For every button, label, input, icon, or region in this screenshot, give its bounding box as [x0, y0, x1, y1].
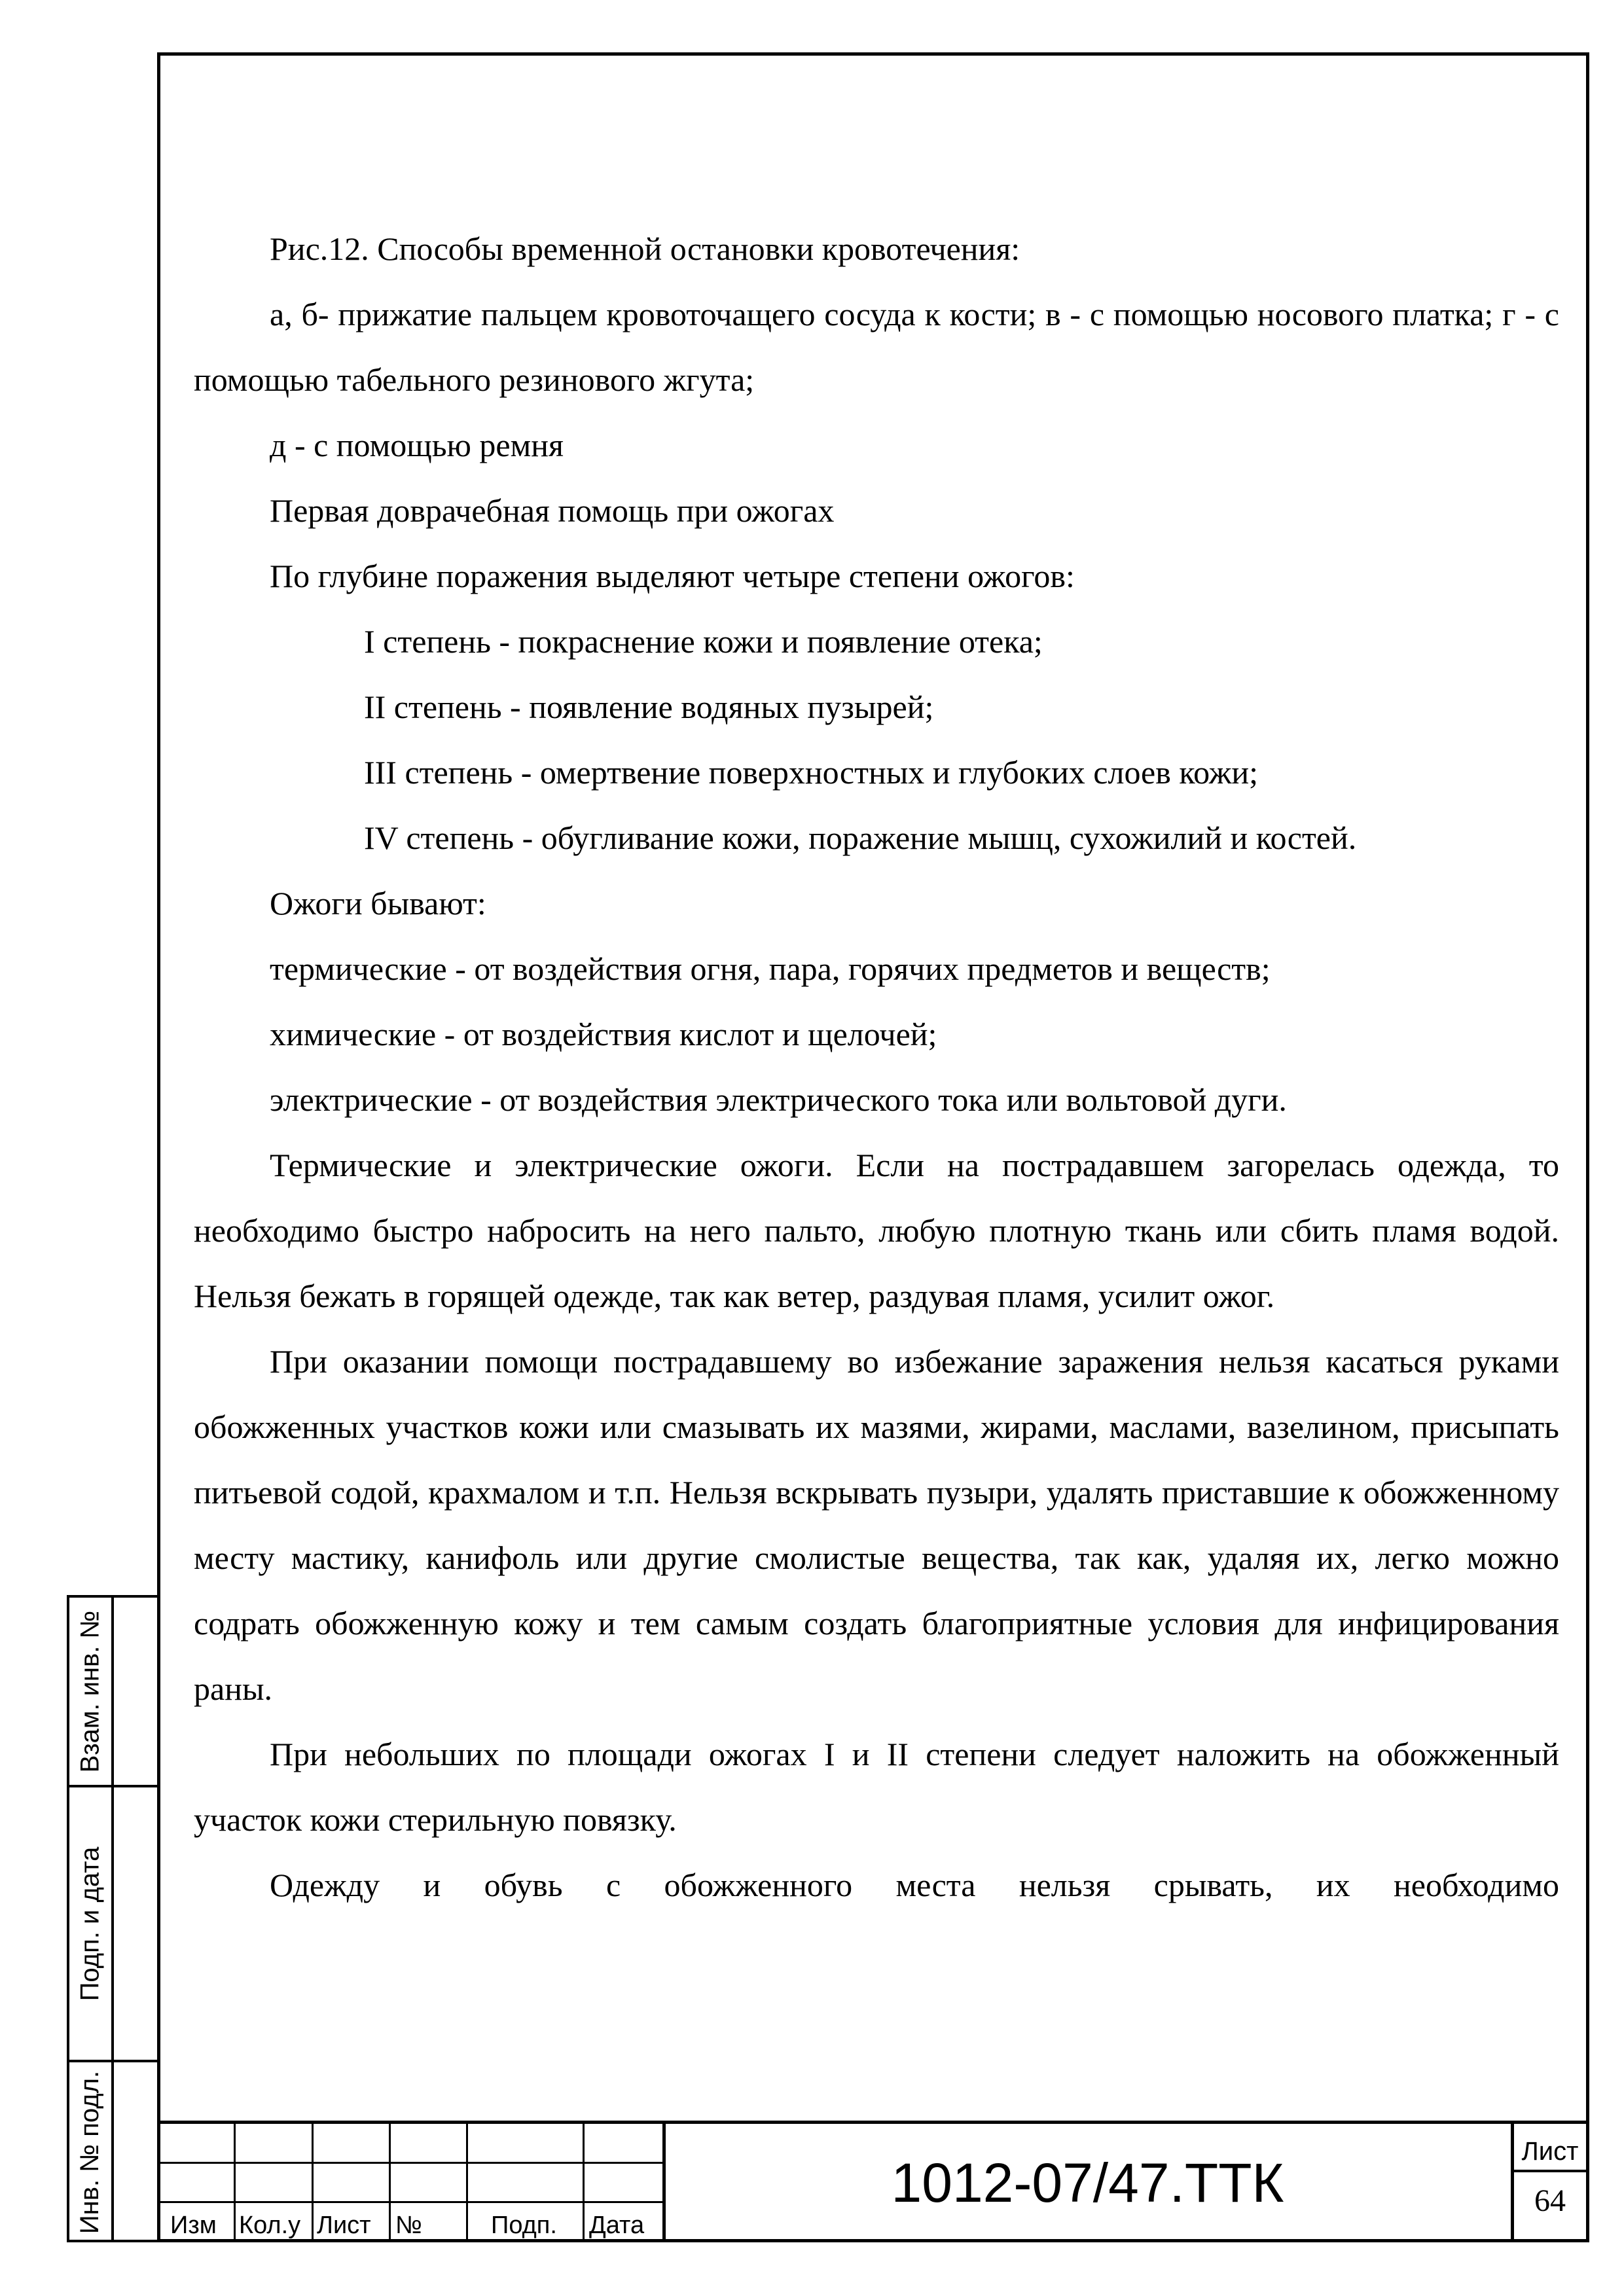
type-item: электрические - от воздействия электрического тока или вольтовой дуги.: [270, 1081, 1287, 1118]
document-body: [194, 216, 1559, 1918]
col-data-label: Дата: [589, 2212, 645, 2239]
degree-item: IV степень - обугливание кожи, поражение мышц, сухожилий и костей.: [364, 819, 1357, 856]
figure-caption: Рис.12. Способы временной остановки кровотечения:: [270, 230, 1020, 267]
paragraph-help: При оказании помощи пострадавшему во избежание заражения нельзя касаться руками обожженных участков кожи или смазывать их мазями, жирами, маслами, вазелином, присыпать питьевой содой, крахмалом и т.п. Нельзя вскрывать пузыри, удалять приставшие к обожженному месту мастику, канифоль или другие смолистые вещества, так как, удаляя их, легко можно содрать обожженную кожу и тем самым создать благоприятные условия для инфицирования раны.: [194, 1343, 1559, 1707]
side-label-orig-inv: Инв. № подл.: [75, 2070, 105, 2234]
sheet-number: 64: [1534, 2183, 1566, 2218]
col-list-label: Лист: [317, 2212, 371, 2239]
type-item: термические - от воздействия огня, пара, горячих предметов и веществ;: [270, 950, 1271, 987]
figure-description: а, б- прижатие пальцем кровоточащего сосуда к кости; в - с помощью носового платка; г - с помощью табельного резинового жгута;: [194, 296, 1559, 398]
degree-item: II степень - появление водяных пузырей;: [364, 689, 934, 725]
figure-description-d: д - с помощью ремня: [270, 427, 564, 463]
side-cell-replace-inv: [69, 1598, 157, 1787]
side-label-replace-inv: Взам. инв. №: [75, 1610, 105, 1772]
side-cell-orig-inv: [69, 2062, 157, 2242]
types-intro: Ожоги бывают:: [270, 885, 486, 922]
type-item: химические - от воздействия кислот и щелочей;: [270, 1016, 937, 1052]
revision-grid: [157, 2124, 664, 2242]
paragraph-clothes: Одежду и обувь с обожженного места нельзя срывать, их необходимо: [270, 1867, 1559, 1903]
paragraph-thermal: Термические и электрические ожоги. Если на пострадавшем загорелась одежда, то необходимо быстро набросить на него пальто, любую плотную ткань или сбить пламя водой. Нельзя бежать в горящей одежде, так как ветер, раздувая пламя, усилит ожог.: [194, 1147, 1559, 1314]
degree-item: I степень - покраснение кожи и появление отека;: [364, 623, 1043, 660]
sheet-label: Лист: [1521, 2137, 1579, 2166]
degree-item: III степень - омертвение поверхностных и глубоких слоев кожи;: [364, 754, 1259, 791]
col-podp-label: Подп.: [491, 2212, 557, 2239]
title-block: [157, 2121, 1589, 2242]
paragraph-small-burns: При небольших по площади ожогах I и II степени следует наложить на обожженный участок кожи стерильную повязку.: [194, 1736, 1559, 1838]
col-no-label: №: [395, 2212, 422, 2239]
degrees-intro: По глубине поражения выделяют четыре степени ожогов:: [270, 558, 1075, 594]
col-izm-label: Изм: [170, 2212, 217, 2239]
section-heading: Первая доврачебная помощь при ожогах: [270, 492, 835, 529]
document-code: 1012-07/47.ТТК: [891, 2152, 1284, 2214]
side-cell-sign-date: [69, 1787, 157, 2062]
side-binding-strip: [67, 1595, 157, 2242]
col-kolu-label: Кол.у: [239, 2212, 301, 2239]
side-label-sign-date: Подп. и дата: [75, 1846, 105, 2001]
